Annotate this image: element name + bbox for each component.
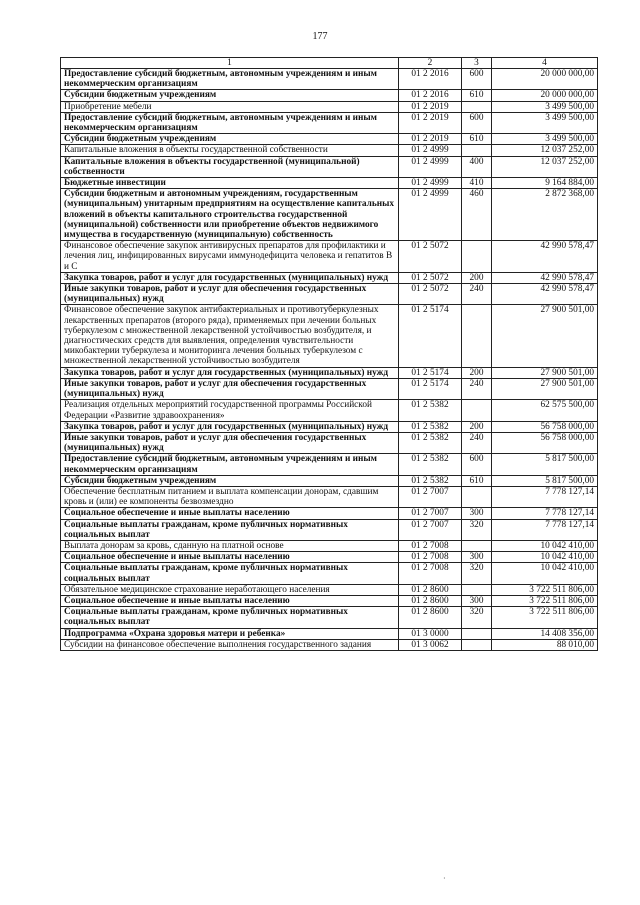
row-sum: 10 042 410,00 — [492, 552, 598, 563]
row-code: 01 2 7008 — [399, 563, 462, 584]
row-type: 200 — [462, 367, 492, 378]
row-name: Приобретение мебели — [61, 101, 399, 112]
row-code: 01 2 7007 — [399, 486, 462, 507]
row-name: Подпрограмма «Охрана здоровья матери и ребенка» — [61, 628, 399, 639]
row-name: Субсидии бюджетным учреждениям — [61, 134, 399, 145]
row-name: Субсидии на финансовое обеспечение выполнения государственного задания — [61, 639, 399, 650]
row-type — [462, 305, 492, 367]
table-row — [61, 595, 598, 606]
table-row — [61, 628, 598, 639]
row-name: Предоставление субсидий бюджетным, автономным учреждениям и иным некоммерческим организациям — [61, 454, 399, 475]
table-row — [61, 178, 598, 189]
row-name: Социальные выплаты гражданам, кроме публичных нормативных социальных выплат — [61, 519, 399, 540]
row-type: 400 — [462, 156, 492, 177]
header-col-4: 4 — [492, 58, 598, 69]
row-type — [462, 101, 492, 112]
row-sum: 3 722 511 806,00 — [492, 584, 598, 595]
row-type: 600 — [462, 69, 492, 90]
row-code: 01 2 5174 — [399, 367, 462, 378]
row-sum: 56 758 000,00 — [492, 421, 598, 432]
row-name: Субсидии бюджетным учреждениям — [61, 475, 399, 486]
row-sum: 3 499 500,00 — [492, 134, 598, 145]
row-name: Субсидии бюджетным и автономным учреждениям, государственным (муниципальным) унитарным предприятиям на осуществление капитальных вложений в объекты капитального строительства государственной (муниципальной) собственности или приобретение объектов недвижимого имущества в государственную (муниципальную) собственность — [61, 189, 399, 241]
row-type — [462, 486, 492, 507]
row-type: 610 — [462, 134, 492, 145]
row-code: 01 2 2019 — [399, 112, 462, 133]
row-name: Закупка товаров, работ и услуг для государственных (муниципальных) нужд — [61, 272, 399, 283]
table-row — [61, 134, 598, 145]
row-code: 01 2 4999 — [399, 178, 462, 189]
row-code: 01 2 5382 — [399, 400, 462, 421]
row-sum: 10 042 410,00 — [492, 563, 598, 584]
table-row — [61, 584, 598, 595]
header-col-3: 3 — [462, 58, 492, 69]
row-name: Реализация отдельных мероприятий государственной программы Российской Федерации «Развитие здравоохранения» — [61, 400, 399, 421]
row-type: 610 — [462, 475, 492, 486]
row-sum: 3 722 511 806,00 — [492, 607, 598, 628]
row-name: Финансовое обеспечение закупок антивирусных препаратов для профилактики и лечения лиц, инфицированных вирусами иммунодефицита человека и гепатитов В и С — [61, 241, 399, 273]
row-sum: 27 900 501,00 — [492, 378, 598, 399]
row-name: Предоставление субсидий бюджетным, автономным учреждениям и иным некоммерческим организациям — [61, 69, 399, 90]
row-code: 01 2 5382 — [399, 432, 462, 453]
row-code: 01 2 7007 — [399, 508, 462, 519]
row-name: Социальные выплаты гражданам, кроме публичных нормативных социальных выплат — [61, 607, 399, 628]
row-type: 240 — [462, 432, 492, 453]
row-name: Иные закупки товаров, работ и услуг для обеспечения государственных (муниципальных) нужд — [61, 284, 399, 305]
row-code: 01 2 5382 — [399, 475, 462, 486]
row-code: 01 2 5072 — [399, 241, 462, 273]
table-row — [61, 112, 598, 133]
row-sum: 3 722 511 806,00 — [492, 595, 598, 606]
scan-mark: · — [443, 874, 446, 883]
row-code: 01 2 7008 — [399, 552, 462, 563]
row-name: Социальное обеспечение и иные выплаты населению — [61, 595, 399, 606]
table-row — [61, 189, 598, 241]
row-sum: 12 037 252,00 — [492, 145, 598, 156]
row-sum: 9 164 884,00 — [492, 178, 598, 189]
table-row — [61, 367, 598, 378]
row-sum: 7 778 127,14 — [492, 486, 598, 507]
row-code: 01 2 2019 — [399, 101, 462, 112]
row-code: 01 2 8600 — [399, 584, 462, 595]
table-row — [61, 156, 598, 177]
table-header — [61, 58, 598, 69]
row-type: 320 — [462, 563, 492, 584]
table-row — [61, 305, 598, 367]
header-row — [61, 58, 598, 69]
row-sum: 10 042 410,00 — [492, 540, 598, 551]
row-name: Бюджетные инвестиции — [61, 178, 399, 189]
row-sum: 3 499 500,00 — [492, 101, 598, 112]
row-sum: 42 990 578,47 — [492, 284, 598, 305]
row-code: 01 2 7007 — [399, 519, 462, 540]
table-row — [61, 552, 598, 563]
row-sum: 27 900 501,00 — [492, 305, 598, 367]
row-name: Выплата донорам за кровь, сданную на платной основе — [61, 540, 399, 551]
row-code: 01 2 2019 — [399, 134, 462, 145]
row-sum: 27 900 501,00 — [492, 367, 598, 378]
row-type — [462, 639, 492, 650]
row-sum: 62 575 500,00 — [492, 400, 598, 421]
row-code: 01 2 2016 — [399, 69, 462, 90]
table-row — [61, 284, 598, 305]
row-name: Обеспечение бесплатным питанием и выплата компенсации донорам, сдавшим кровь и (или) ее компоненты безвозмездно — [61, 486, 399, 507]
row-sum: 5 817 500,00 — [492, 475, 598, 486]
row-sum: 3 499 500,00 — [492, 112, 598, 133]
row-type: 600 — [462, 112, 492, 133]
row-type: 460 — [462, 189, 492, 241]
row-code: 01 2 5174 — [399, 378, 462, 399]
row-sum: 12 037 252,00 — [492, 156, 598, 177]
row-name: Закупка товаров, работ и услуг для государственных (муниципальных) нужд — [61, 421, 399, 432]
page-number: 177 — [312, 31, 328, 42]
table-row — [61, 241, 598, 273]
row-name: Иные закупки товаров, работ и услуг для обеспечения государственных (муниципальных) нужд — [61, 378, 399, 399]
row-code: 01 2 5174 — [399, 305, 462, 367]
row-code: 01 2 8600 — [399, 607, 462, 628]
row-sum: 42 990 578,47 — [492, 272, 598, 283]
row-type: 610 — [462, 90, 492, 101]
row-type: 200 — [462, 272, 492, 283]
row-code: 01 2 4999 — [399, 156, 462, 177]
row-sum: 2 872 368,00 — [492, 189, 598, 241]
header-col-1: 1 — [61, 58, 399, 69]
table-row — [61, 272, 598, 283]
row-sum: 20 000 000,00 — [492, 69, 598, 90]
row-type — [462, 400, 492, 421]
table-row — [61, 475, 598, 486]
row-name: Социальное обеспечение и иные выплаты населению — [61, 552, 399, 563]
row-sum: 20 000 000,00 — [492, 90, 598, 101]
table-row — [61, 519, 598, 540]
row-code: 01 2 4999 — [399, 145, 462, 156]
table-row — [61, 69, 598, 90]
row-type — [462, 145, 492, 156]
row-name: Предоставление субсидий бюджетным, автономным учреждениям и иным некоммерческим организациям — [61, 112, 399, 133]
table-row — [61, 508, 598, 519]
row-name: Субсидии бюджетным учреждениям — [61, 90, 399, 101]
row-code: 01 2 4999 — [399, 189, 462, 241]
row-type — [462, 241, 492, 273]
table-row — [61, 400, 598, 421]
row-name: Социальные выплаты гражданам, кроме публичных нормативных социальных выплат — [61, 563, 399, 584]
table-row — [61, 101, 598, 112]
row-code: 01 3 0000 — [399, 628, 462, 639]
row-code: 01 2 7008 — [399, 540, 462, 551]
row-type — [462, 540, 492, 551]
row-type — [462, 584, 492, 595]
row-type: 200 — [462, 421, 492, 432]
table-row — [61, 486, 598, 507]
row-code: 01 2 2016 — [399, 90, 462, 101]
row-sum: 56 758 000,00 — [492, 432, 598, 453]
table-row — [61, 607, 598, 628]
row-type: 320 — [462, 519, 492, 540]
row-name: Капитальные вложения в объекты государственной собственности — [61, 145, 399, 156]
table-row — [61, 563, 598, 584]
row-type: 410 — [462, 178, 492, 189]
row-code: 01 2 5382 — [399, 421, 462, 432]
row-type: 240 — [462, 378, 492, 399]
table-row — [61, 432, 598, 453]
row-name: Иные закупки товаров, работ и услуг для обеспечения государственных (муниципальных) нужд — [61, 432, 399, 453]
row-code: 01 2 5072 — [399, 272, 462, 283]
row-name: Капитальные вложения в объекты государственной (муниципальной) собственности — [61, 156, 399, 177]
table-row — [61, 540, 598, 551]
row-type — [462, 628, 492, 639]
budget-table — [60, 57, 598, 651]
row-name: Социальное обеспечение и иные выплаты населению — [61, 508, 399, 519]
row-type: 300 — [462, 552, 492, 563]
table-row — [61, 639, 598, 650]
row-type: 300 — [462, 508, 492, 519]
table-body — [61, 69, 598, 651]
row-sum: 5 817 500,00 — [492, 454, 598, 475]
row-type: 320 — [462, 607, 492, 628]
row-name: Финансовое обеспечение закупок антибактериальных и противотуберкулезных лекарственных препаратов (второго ряда), применяемых при лечении больных туберкулезом с множественной лекарственной устойчивостью возбудителя, и диагностических средств для выявления, определения чувствительности микобактерии туберкулеза и мониторинга лечения больных туберкулезом с множественной лекарственной устойчивостью возбудителя — [61, 305, 399, 367]
row-type: 300 — [462, 595, 492, 606]
row-sum: 14 408 356,00 — [492, 628, 598, 639]
table-row — [61, 90, 598, 101]
table-row — [61, 378, 598, 399]
row-sum: 88 010,00 — [492, 639, 598, 650]
header-col-2: 2 — [399, 58, 462, 69]
row-code: 01 2 8600 — [399, 595, 462, 606]
row-sum: 42 990 578,47 — [492, 241, 598, 273]
table-row — [61, 145, 598, 156]
row-type: 600 — [462, 454, 492, 475]
row-type: 240 — [462, 284, 492, 305]
row-code: 01 2 5072 — [399, 284, 462, 305]
row-sum: 7 778 127,14 — [492, 508, 598, 519]
row-name: Закупка товаров, работ и услуг для государственных (муниципальных) нужд — [61, 367, 399, 378]
row-sum: 7 778 127,14 — [492, 519, 598, 540]
row-code: 01 2 5382 — [399, 454, 462, 475]
table-row — [61, 454, 598, 475]
table-row — [61, 421, 598, 432]
row-code: 01 3 0062 — [399, 639, 462, 650]
row-name: Обязательное медицинское страхование неработающего населения — [61, 584, 399, 595]
